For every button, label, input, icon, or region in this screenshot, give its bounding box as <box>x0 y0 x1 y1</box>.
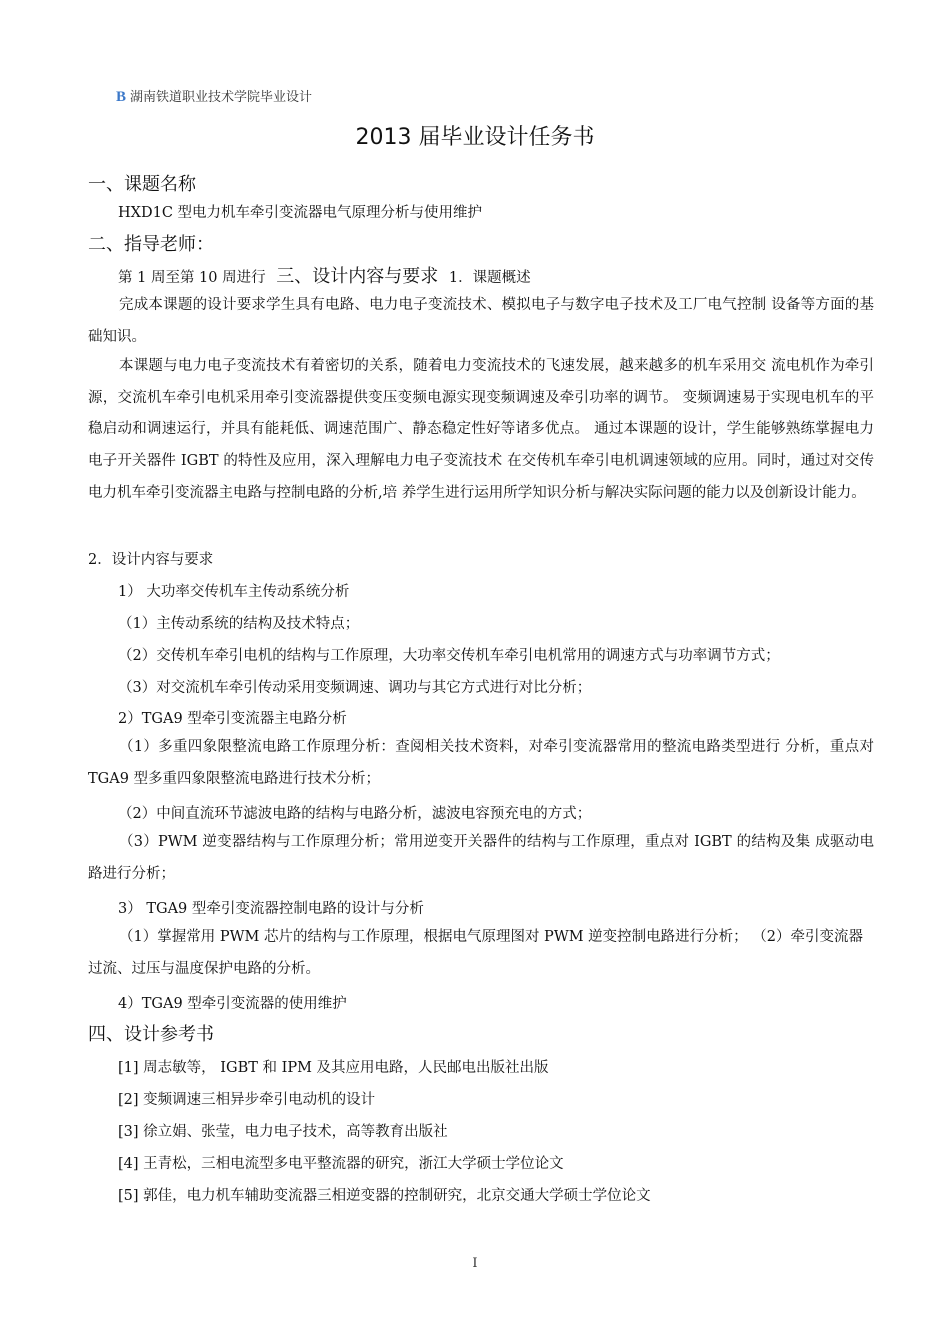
reference-item: [5] 郭佳，电力机车辅助变流器三相逆变器的控制研究，北京交通大学硕士学位论文 <box>118 1188 651 1204</box>
page-number: I <box>472 1256 478 1271</box>
design-item-3: 3） TGA9 型牵引变流器控制电路的设计与分析 <box>118 901 424 917</box>
reference-item: [2] 变频调速三相异步牵引电动机的设计 <box>118 1092 376 1108</box>
design-heading: 2．设计内容与要求 <box>88 552 214 568</box>
schedule-text: 第 1 周至第 10 周进行 <box>118 270 266 286</box>
overview-paragraph-1: 完成本课题的设计要求学生具有电路、电力电子变流技术、模拟电子与数字电子技术及工厂电气控制 设备等方面的基础知识。 <box>88 297 874 345</box>
design-item-2-1: （1）多重四象限整流电路工作原理分析：查阅相关技术资料，对牵引变流器常用的整流电路类型进行 分析，重点对 TGA9 型多重四象限整流电路进行技术分析； <box>88 739 874 787</box>
design-item-1-3: （3）对交流机车牵引传动采用变频调速、调功与其它方式进行对比分析； <box>118 680 592 696</box>
overview-paragraph-2: 本课题与电力电子变流技术有着密切的关系，随着电力变流技术的飞速发展，越来越多的机车采用交 流电机作为牵引源，交流机车牵引电机采用牵引变流器提供变压变频电源实现变频调速及牵引功率的调节。 变频调速易于实现电机车的平稳启动和调速运行，并具有能耗低、调速范围广、静态稳定性好等诸多优点。 通过本课题的设计，学生能够熟练掌握电力电子开关器件 IGBT 的特性及应用，深入理解电力电子变流技术 在交传机车牵引电机调速领域的应用。同时，通过对交传电力机车牵引变流器主电路与控制电路的分析,培 养学生进行运用所学知识分析与解决实际问题的能力以及创新设计能力。 <box>88 358 874 501</box>
school-name: 湖南铁道职业技术学院毕业设计 <box>130 90 313 105</box>
reference-item: [3] 徐立娟、张莹，电力电子技术，高等教育出版社 <box>118 1124 448 1140</box>
overview-subheading: 1．课题概述 <box>448 270 531 286</box>
design-item-1-2: （2）交传机车牵引电机的结构与工作原理，大功率交传机车牵引电机常用的调速方式与功率调节方式； <box>118 648 780 664</box>
section1-heading: 一、课题名称 <box>88 174 196 195</box>
reference-item: [4] 王青松，三相电流型多电平整流器的研究，浙江大学硕士学位论文 <box>118 1156 564 1172</box>
reference-item: [1] 周志敏等， IGBT 和 IPM 及其应用电路，人民邮电出版社出版 <box>118 1060 549 1076</box>
design-item-1-1: （1）主传动系统的结构及技术特点； <box>118 616 360 632</box>
section4-heading: 四、设计参考书 <box>88 1024 214 1045</box>
section2-heading: 二、指导老师： <box>88 234 214 255</box>
section3-heading: 三、设计内容与要求 <box>276 266 439 287</box>
page-header <box>116 86 312 106</box>
schedule-line <box>118 262 531 288</box>
school-logo: B <box>116 89 127 105</box>
design-item-4: 4）TGA9 型牵引变流器的使用维护 <box>118 996 347 1012</box>
design-item-2-3: （3）PWM 逆变器结构与工作原理分析；常用逆变开关器件的结构与工作原理，重点对 IGBT 的结构及集 成驱动电路进行分析； <box>88 834 874 882</box>
design-item-1: 1） 大功率交传机车主传动系统分析 <box>118 584 350 600</box>
document-title: 2013 届毕业设计任务书 <box>355 125 595 150</box>
design-item-2-2: （2）中间直流环节滤波电路的结构与电路分析，滤波电容预充电的方式； <box>118 806 592 822</box>
design-item-3-1: （1）掌握常用 PWM 芯片的结构与工作原理，根据电气原理图对 PWM 逆变控制电路进行分析； （2）牵引变流器过流、过压与温度保护电路的分析。 <box>88 929 864 977</box>
topic-name: HXD1C 型电力机车牵引变流器电气原理分析与使用维护 <box>118 205 483 221</box>
design-item-2: 2）TGA9 型牵引变流器主电路分析 <box>118 711 347 727</box>
